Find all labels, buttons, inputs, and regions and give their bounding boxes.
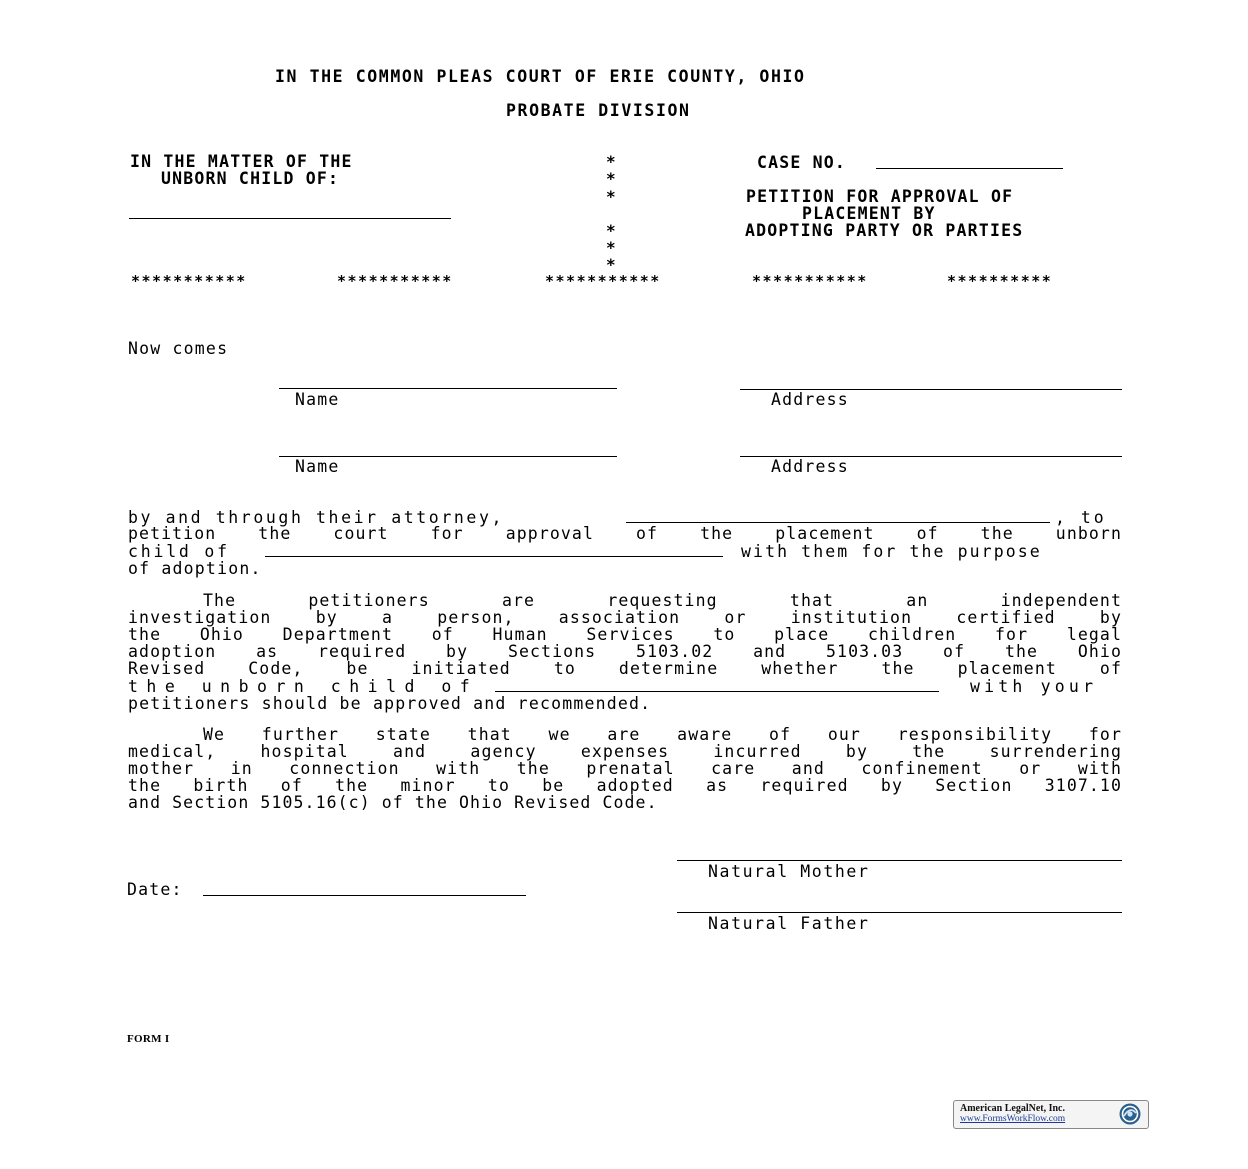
address-label: Address [771,457,849,476]
paragraph-2: investigation by a person, association or institution certified by the Ohio Department of Human Services to place children for legal adoption as required by Sections 5103.02 and 5103.03 of the Ohio Revised Code, be initiated to determine whether the placement of [128,608,1122,678]
with-your-label: with your [970,677,1098,696]
caption-star: * [606,238,616,257]
case-no-blank[interactable] [876,168,1063,169]
unborn-child-of-label: the unborn child of [128,677,479,696]
logo-url-link[interactable]: www.FormsWorkFlow.com [960,1114,1066,1124]
attorney-clause-end: , to [1055,508,1107,527]
child-of-blank[interactable] [265,556,723,557]
paragraph-1-line-4: of adoption. [128,559,262,578]
petitioner-1-name-blank[interactable] [279,388,617,389]
attorney-clause: by and through their attorney, [128,508,505,527]
form-id: FORM I [127,1033,170,1045]
matter-line-2: UNBORN CHILD OF: [161,169,340,188]
petition-title-line-3: ADOPTING PARTY OR PARTIES [745,221,1024,240]
address-label: Address [771,390,849,409]
caption-star: * [606,255,616,274]
caption-divider: *********** [752,272,868,290]
caption-star: * [606,169,616,188]
paragraph-1-line-2: petition the court for approval of the placement of the unborn [128,524,1122,543]
mother-signature-line[interactable] [677,860,1122,861]
child-of-purpose: with them for the purpose [741,542,1042,561]
caption-divider: ********** [947,272,1053,290]
child-name-blank[interactable] [129,218,451,219]
now-comes: Now comes [128,339,229,358]
caption-divider: *********** [131,272,247,290]
petition-title-line-2: PLACEMENT BY [802,204,936,223]
court-title: IN THE COMMON PLEAS COURT OF ERIE COUNTY, OHIO [275,67,806,86]
petition-title-line-1: PETITION FOR APPROVAL OF [746,187,1014,206]
unborn-child-of-blank[interactable] [495,691,939,692]
swirl-logo-icon [1118,1102,1142,1126]
paragraph-3-line-1: We further state that we are aware of our responsibility for [203,725,1122,744]
caption-star: * [606,187,616,206]
name-label: Name [295,457,340,476]
caption-star: * [606,221,616,240]
caption-divider: *********** [337,272,453,290]
matter-line-1: IN THE MATTER OF THE [130,152,353,171]
caption-divider: *********** [545,272,661,290]
date-blank[interactable] [203,895,526,896]
logo-company-name: American LegalNet, Inc. [960,1103,1065,1114]
attorney-name-blank[interactable] [626,522,1050,523]
division-title: PROBATE DIVISION [506,101,691,120]
forms-workflow-logo[interactable] [953,1100,1149,1129]
mother-label: Natural Mother [708,862,870,881]
date-label: Date: [127,880,183,899]
father-label: Natural Father [708,914,870,933]
child-of-label: child of [128,542,230,561]
paragraph-2-line-7: petitioners should be approved and recommended. [128,694,652,713]
caption-star: * [606,152,616,171]
name-label: Name [295,390,340,409]
case-no-label: CASE NO. [757,153,847,172]
paragraph-2-line-1: The petitioners are requesting that an independent [203,591,1122,610]
father-signature-line[interactable] [677,912,1122,913]
paragraph-3: medical, hospital and agency expenses incurred by the surrendering mother in connection with the prenatal care and confinement or with the birth of the minor to be adopted as required by Section 3107.10 and Section 5105.16(c) of the Ohio Revised Code. [128,742,1122,812]
